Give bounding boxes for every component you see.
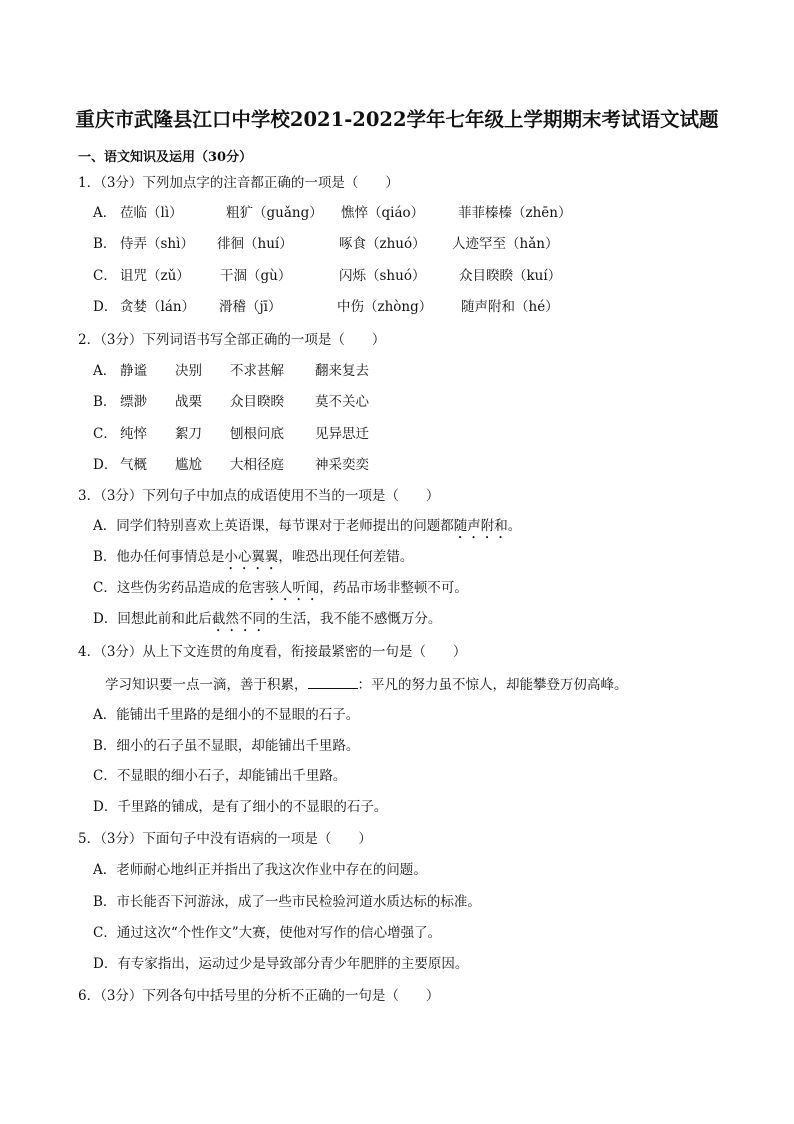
option-item: 不求甚解	[230, 363, 284, 379]
passage-text: ：平凡的努力虽不惊人，却能攀登万仞高峰。	[357, 677, 628, 693]
question-2-stem: 2．（3分）下列词语书写全部正确的一项是（ ）	[78, 332, 386, 348]
option-label: D．	[93, 956, 118, 972]
question-6-stem: 6．（3分）下列各句中括号里的分析不正确的一句是（ ）	[78, 988, 440, 1004]
question-1-option-a	[93, 204, 572, 222]
option-item: 莫不关心	[315, 394, 369, 410]
option-item: 闪烁（shuó）	[339, 268, 426, 284]
question-4-option-d	[93, 798, 387, 816]
question-5-stem: 5．（3分）下面句子中没有语病的一项是（ ）	[78, 831, 372, 847]
option-item: 缥渺	[120, 394, 147, 410]
option-label: B．	[93, 894, 117, 910]
question-2-option-a	[93, 362, 369, 380]
option-label: D．	[93, 299, 118, 315]
option-item: 贪婪（lán）	[120, 299, 196, 315]
option-label: B．	[93, 236, 117, 252]
option-item: 絮刀	[175, 426, 202, 442]
option-label: C．	[93, 768, 117, 784]
question-4-stem: 4．（3分）从上下文连贯的角度看，衔接最紧密的一句是（ ）	[78, 644, 467, 660]
option-text: 这些伪劣药品造成的危害	[116, 580, 266, 596]
emphasized-idiom: 小心翼翼	[224, 549, 279, 565]
question-5-option-d	[93, 955, 468, 973]
option-text: 。	[507, 518, 522, 534]
question-1-option-d	[93, 298, 559, 316]
question-5-option-a	[93, 861, 427, 879]
question-3-option-c	[93, 579, 468, 604]
option-text: 细小的石子虽不显眼，却能铺出千里路。	[116, 738, 360, 754]
option-item: 侍弄（shì）	[120, 236, 194, 252]
emphasized-idiom: 骇人听闻	[265, 580, 320, 596]
option-text: 回想此前和此后	[117, 611, 212, 627]
option-item: 粗犷（guǎng）	[226, 205, 323, 221]
option-item: 见异思迁	[315, 426, 369, 442]
question-3-option-d	[93, 610, 441, 635]
option-text: ，唯恐出现任何差错。	[278, 549, 414, 565]
question-5-option-c	[93, 924, 441, 942]
question-4-option-c	[93, 767, 346, 785]
option-item: 干涸（gù）	[220, 268, 292, 284]
option-item: 战栗	[175, 394, 202, 410]
option-item: 中伤（zhòng）	[337, 299, 433, 315]
option-label: A．	[93, 363, 117, 379]
question-2-option-b	[93, 393, 369, 411]
option-text: 的生活，我不能不感慨万分。	[265, 611, 442, 627]
option-item: 静谧	[120, 363, 147, 379]
option-text: 千里路的铺成，是有了细小的不显眼的石子。	[117, 799, 388, 815]
option-item: 莅临（lì）	[120, 205, 183, 221]
option-label: A．	[93, 518, 117, 534]
question-3-option-a	[93, 517, 521, 542]
option-item: 尴尬	[175, 457, 202, 473]
option-text: 市长能否下河游泳，成了一些市民检验河道水质达标的标准。	[116, 894, 481, 910]
option-item: 翻来复去	[315, 363, 369, 379]
question-3-stem: 3．（3分）下列句子中加点的成语使用不当的一项是（ ）	[78, 488, 440, 504]
emphasized-idiom: 截然不同	[211, 611, 266, 627]
option-label: C．	[93, 426, 117, 442]
option-item: 众目睽睽（kuí）	[459, 268, 562, 284]
option-item: 随声附和（hé）	[461, 299, 559, 315]
question-2-option-d	[93, 456, 369, 474]
option-item: 憔悴（qiáo）	[341, 205, 425, 221]
question-1-stem: 1．（3分）下列加点字的注音都正确的一项是（ ）	[78, 175, 399, 191]
question-3-option-b	[93, 548, 413, 573]
option-text: 通过这次“个性作文”大赛，使他对写作的信心增强了。	[116, 925, 442, 941]
option-text: 老师耐心地纠正并指出了我这次作业中存在的问题。	[116, 862, 427, 878]
question-4-option-a	[93, 706, 359, 724]
question-5-option-b	[93, 893, 481, 911]
section-heading: 一、语文知识及运用（30分）	[78, 150, 253, 165]
question-1-option-c	[93, 267, 562, 285]
fill-blank	[308, 674, 358, 689]
option-label: C．	[93, 925, 117, 941]
question-1-option-b	[93, 235, 559, 253]
option-item: 人迹罕至（hǎn）	[452, 236, 559, 252]
option-item: 决别	[175, 363, 202, 379]
option-item: 神采奕奕	[315, 457, 369, 473]
option-text: ，药品市场非整顿不可。	[319, 580, 468, 596]
question-2-option-c	[93, 425, 369, 443]
emphasized-idiom: 随声附和	[453, 518, 508, 534]
option-item: 气概	[120, 457, 147, 473]
option-label: C．	[93, 580, 117, 596]
passage-text: 学习知识要一点一滴，善于积累，	[105, 677, 308, 693]
option-item: 众目睽睽	[230, 394, 284, 410]
option-label: C．	[93, 268, 117, 284]
option-label: B．	[93, 549, 117, 565]
option-label: D．	[93, 457, 118, 473]
option-label: A．	[93, 862, 117, 878]
option-text: 同学们特别喜欢上英语课，每节课对于老师提出的问题都	[116, 518, 454, 534]
option-item: 徘徊（huí）	[217, 236, 293, 252]
option-item: 诅咒（zǔ）	[120, 268, 190, 284]
option-text: 他办任何事情总是	[116, 549, 225, 565]
option-text: 不显眼的细小石子，却能铺出千里路。	[116, 768, 347, 784]
option-item: 大相径庭	[230, 457, 284, 473]
option-label: B．	[93, 394, 117, 410]
option-label: D．	[93, 799, 118, 815]
option-label: A．	[93, 205, 117, 221]
question-4-passage	[105, 674, 628, 694]
option-item: 啄食（zhuó）	[339, 236, 426, 252]
option-text: 有专家指出，运动过少是导致部分青少年肥胖的主要原因。	[117, 956, 469, 972]
option-text: 能铺出千里路的是细小的不显眼的石子。	[116, 707, 360, 723]
page-title: 重庆市武隆县江口中学校2021-2022学年七年级上学期期末考试语文试题	[75, 108, 719, 131]
option-item: 菲菲榛榛（zhēn）	[458, 205, 572, 221]
option-item: 纯悴	[120, 426, 147, 442]
option-label: A．	[93, 707, 117, 723]
option-item: 刨根问底	[230, 426, 284, 442]
question-4-option-b	[93, 737, 359, 755]
option-label: D．	[93, 611, 118, 627]
option-label: B．	[93, 738, 117, 754]
option-item: 滑稽（jī）	[219, 299, 282, 315]
